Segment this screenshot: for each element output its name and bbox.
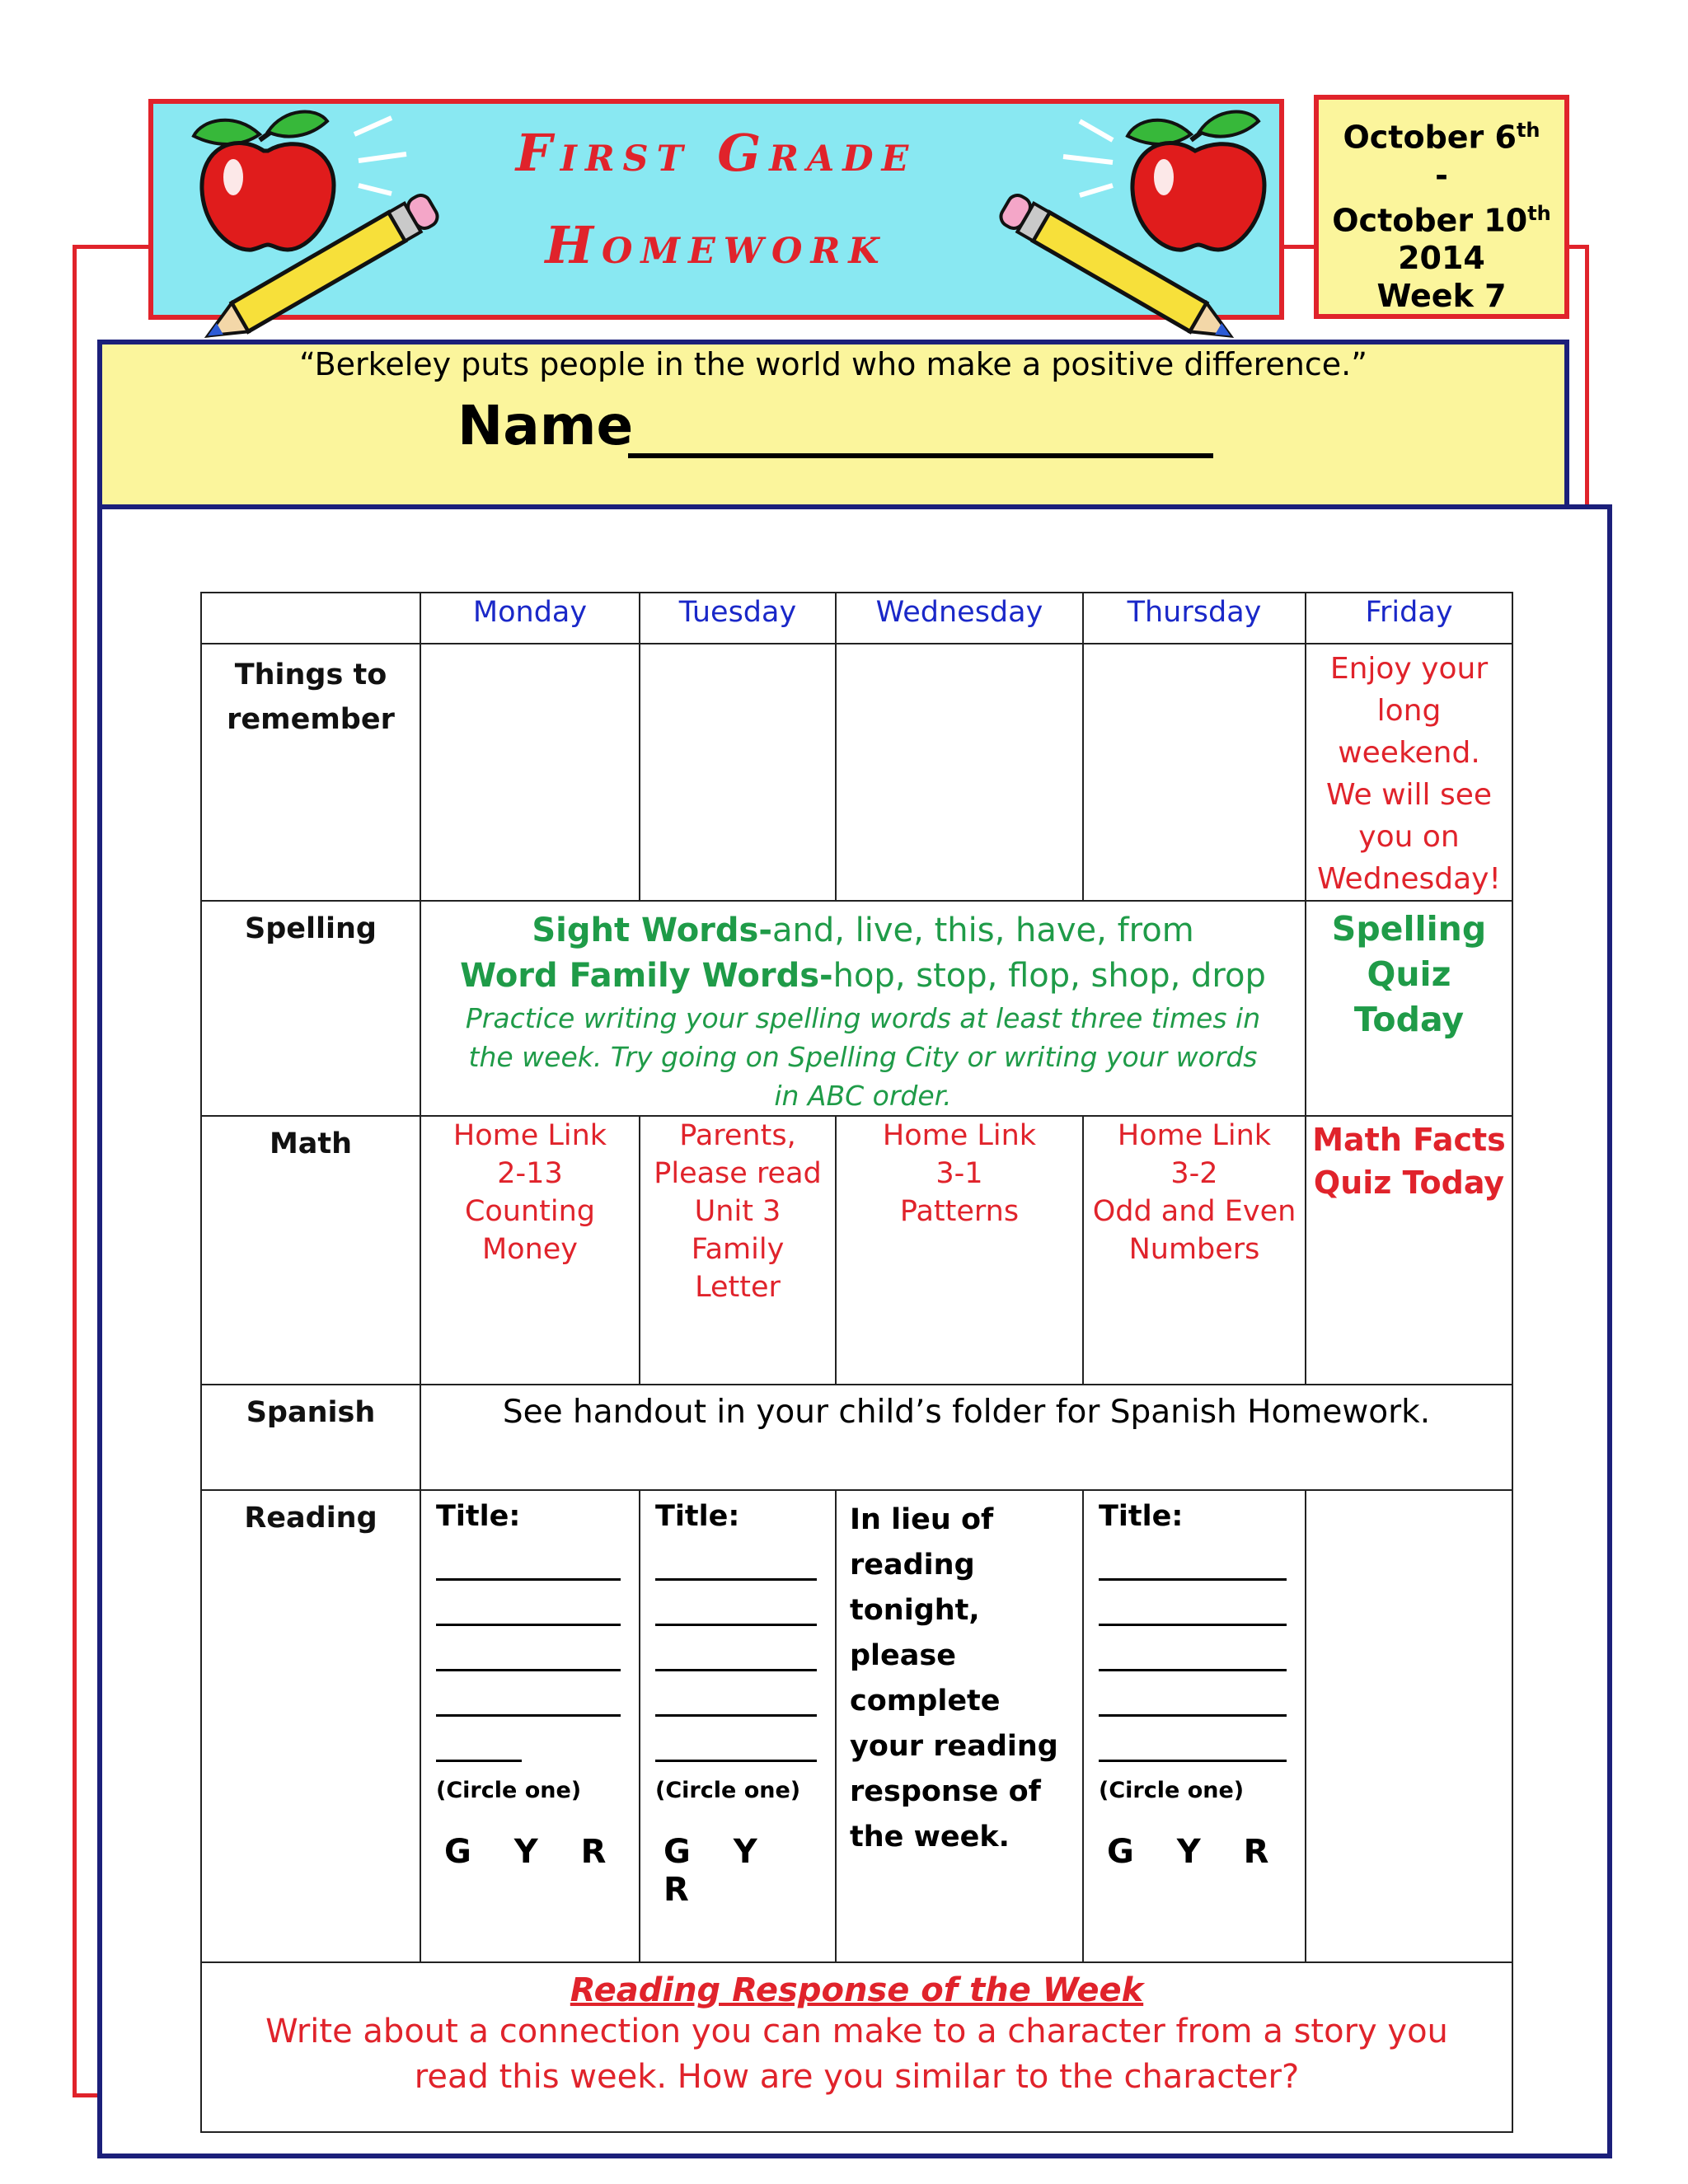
- title-blank-line: [1099, 1581, 1287, 1626]
- table-row-spelling: [201, 901, 1512, 1116]
- response-text: Write about a connection you can make to a character from a story you read this week. How are you similar to the character?: [265, 2013, 1448, 2096]
- table-row-spanish: [201, 1385, 1512, 1490]
- table-row-math: [201, 1116, 1512, 1385]
- cell-remember-friday: Enjoy your long weekend. We will see you on Wednesday!: [1306, 644, 1512, 901]
- table-header-row: [201, 593, 1512, 644]
- title-blank-line: [1099, 1535, 1287, 1581]
- title-label: Title:: [655, 1500, 740, 1533]
- title-blank-line: [436, 1581, 621, 1626]
- corner-cell: [201, 593, 420, 644]
- day-header-friday: Friday: [1306, 593, 1512, 644]
- row-label-remember: Things to remember: [201, 644, 420, 901]
- row-label-spanish: Spanish: [201, 1385, 420, 1490]
- homework-table: [200, 592, 1513, 2133]
- title-blank-line: [436, 1626, 621, 1671]
- cell-math-tuesday: Parents, Please read Unit 3 Family Letter: [640, 1116, 836, 1385]
- cell-reading-wednesday: In lieu of reading tonight, please complete your reading response of the week.: [836, 1490, 1083, 1962]
- circle-one-note: (Circle one): [655, 1778, 801, 1803]
- title-label: Title:: [1099, 1500, 1184, 1533]
- family-words-line: Word Family Words-hop, stop, flop, shop, drop: [460, 957, 1266, 995]
- title-blank-line: [655, 1671, 817, 1717]
- cell-spanish: See handout in your child’s folder for Spanish Homework.: [420, 1385, 1512, 1490]
- cell-remember-thursday: [1083, 644, 1306, 901]
- title-blank-line: [1099, 1671, 1287, 1717]
- day-header-thursday: Thursday: [1083, 593, 1306, 644]
- date-year: 2014: [1398, 240, 1485, 277]
- name-label: Name: [457, 394, 634, 457]
- title-blank-line: [436, 1671, 621, 1717]
- cell-reading-thursday: [1083, 1490, 1306, 1962]
- cell-math-thursday: Home Link 3-2 Odd and Even Numbers: [1083, 1116, 1306, 1385]
- table-row-remember: [201, 644, 1512, 901]
- banner-title-line-1: First Grade: [515, 123, 917, 183]
- table-row-response: [201, 1962, 1512, 2132]
- cell-reading-tuesday: [640, 1490, 836, 1962]
- cell-reading-friday: [1306, 1490, 1512, 1962]
- cell-math-friday: Math Facts Quiz Today: [1306, 1116, 1512, 1385]
- day-header-tuesday: Tuesday: [640, 593, 836, 644]
- date-week: Week 7: [1376, 278, 1507, 315]
- date-dash: -: [1435, 157, 1448, 194]
- row-label-reading: Reading: [201, 1490, 420, 1962]
- day-header-monday: Monday: [420, 593, 640, 644]
- day-header-wednesday: Wednesday: [836, 593, 1083, 644]
- circle-one-note: (Circle one): [436, 1778, 582, 1803]
- cell-math-wednesday: Home Link 3-1 Patterns: [836, 1116, 1083, 1385]
- gyr-rating: G Y R: [1107, 1833, 1273, 1871]
- cell-spelling-friday: Spelling Quiz Today: [1306, 901, 1512, 1116]
- name-blank-line: [628, 453, 1213, 458]
- response-title: Reading Response of the Week: [570, 1971, 1144, 2009]
- date-start: October 6th: [1343, 119, 1540, 156]
- cell-remember-monday: [420, 644, 640, 901]
- cell-remember-tuesday: [640, 644, 836, 901]
- title-blank-line: [1099, 1626, 1287, 1671]
- banner-title-line-2: Homework: [545, 215, 888, 275]
- sight-words-line: Sight Words-and, live, this, have, from: [532, 912, 1194, 949]
- title-label: Title:: [436, 1500, 521, 1533]
- gyr-rating: G Y R: [663, 1833, 761, 1909]
- spelling-practice-note: Practice writing your spelling words at least three times in the week. Try going on Spelling City or writing your words in ABC order.: [465, 1002, 1261, 1112]
- row-label-spelling: Spelling: [201, 901, 420, 1116]
- title-blank-line: [436, 1535, 621, 1581]
- title-blank-line: [655, 1535, 817, 1581]
- banner-title: [148, 107, 1284, 292]
- title-blank-line: [1099, 1717, 1287, 1762]
- cell-remember-wednesday: [836, 644, 1083, 901]
- row-label-math: Math: [201, 1116, 420, 1385]
- cell-reading-response: [201, 1962, 1512, 2132]
- gyr-rating: G Y R: [444, 1833, 610, 1871]
- table-row-reading: [201, 1490, 1512, 1962]
- cell-reading-monday: [420, 1490, 640, 1962]
- cell-spelling-mon-thu: [420, 901, 1306, 1116]
- title-blank-line: [655, 1581, 817, 1626]
- title-blank-line: [436, 1717, 522, 1762]
- title-blank-line: [655, 1626, 817, 1671]
- cell-math-monday: Home Link 2-13 Counting Money: [420, 1116, 640, 1385]
- circle-one-note: (Circle one): [1099, 1778, 1245, 1803]
- title-blank-line: [655, 1717, 817, 1762]
- school-motto: “Berkeley puts people in the world who make a positive difference.”: [299, 346, 1367, 382]
- date-end: October 10th: [1332, 201, 1551, 239]
- date-box: [1314, 95, 1569, 319]
